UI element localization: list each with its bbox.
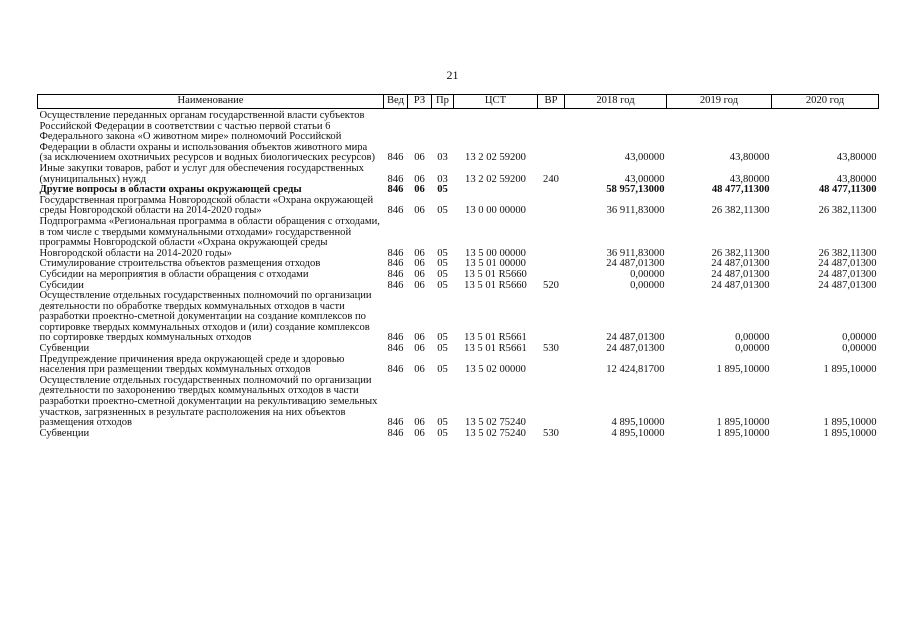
row-pr: 05 [437, 417, 448, 429]
row-pr: 03 [437, 173, 448, 185]
row-2020: 1 895,10000 [823, 364, 877, 376]
row-vr [538, 217, 565, 259]
row-pr: 05 [437, 332, 448, 344]
row-2020: 24 487,01300 [818, 258, 877, 270]
table-row [38, 376, 879, 429]
row-ved: 846 [387, 427, 404, 439]
row-rz: 06 [414, 268, 425, 280]
row-2020: 1 895,10000 [823, 427, 877, 439]
header-cst: ЦСТ [454, 95, 538, 109]
row-2020: 0,00000 [842, 332, 877, 344]
row-2018: 12 424,81700 [606, 364, 665, 376]
row-2019: 24 487,01300 [711, 279, 770, 291]
row-name: Осуществление переданных органам государственной власти субъектов Российской Федерации в соответствии с частью первой статьи 6 Федерального закона «О животном мире» полномочий Российской Федерации в области охраны и использования объектов животного мира (за исключением охотничьих ресурсов и водных биологических ресурсов) [39, 110, 376, 164]
row-vr [538, 270, 565, 281]
row-pr: 05 [437, 364, 448, 376]
row-cst: 13 5 02 75240 [465, 427, 526, 439]
row-2020: 26 382,11300 [818, 205, 877, 217]
row-ved: 846 [387, 205, 404, 217]
budget-table [37, 94, 879, 439]
row-ved: 846 [387, 268, 404, 280]
row-2019: 1 895,10000 [716, 427, 770, 439]
row-2019: 24 487,01300 [711, 268, 770, 280]
header-pr: Пр [432, 95, 454, 109]
row-name: Другие вопросы в области охраны окружающей среды [39, 184, 302, 196]
row-name: Стимулирование строительства объектов размещения отходов [39, 258, 321, 270]
row-pr: 03 [437, 152, 448, 164]
table-row [38, 111, 879, 164]
table-row [38, 355, 879, 376]
header-name: Наименование [38, 95, 384, 109]
row-name: Государственная программа Новгородской области «Охрана окружающей среды Новгородской области на 2014-2020 годы» [39, 194, 374, 217]
header-2020: 2020 год [772, 95, 879, 109]
row-2019: 1 895,10000 [716, 417, 770, 429]
row-rz: 06 [414, 184, 425, 196]
row-2018: 36 911,83000 [606, 205, 665, 217]
row-pr: 05 [437, 279, 448, 291]
row-vr: 520 [543, 279, 559, 291]
row-cst: 13 2 02 59200 [465, 152, 526, 164]
row-ved: 846 [387, 173, 404, 185]
table-row [38, 217, 879, 259]
row-2019: 26 382,11300 [711, 247, 770, 259]
row-ved: 846 [387, 152, 404, 164]
row-vr [538, 376, 565, 429]
row-pr: 05 [437, 184, 448, 196]
table-row [38, 291, 879, 344]
row-vr [538, 185, 565, 196]
row-rz: 06 [414, 173, 425, 185]
row-vr [538, 355, 565, 376]
row-2018: 0,00000 [630, 268, 665, 280]
row-cst: 13 5 02 00000 [465, 364, 526, 376]
table-row [38, 164, 879, 185]
row-pr: 05 [437, 247, 448, 259]
row-rz: 06 [414, 427, 425, 439]
row-2019: 43,80000 [729, 152, 770, 164]
row-vr [538, 111, 565, 164]
row-vr [538, 291, 565, 344]
page-number: 21 [446, 68, 459, 82]
row-rz: 06 [414, 279, 425, 291]
row-cst: 13 5 00 00000 [465, 247, 526, 259]
row-cst: 13 5 01 R5661 [464, 332, 527, 344]
row-rz: 06 [414, 364, 425, 376]
row-name: Предупреждение причинения вреда окружающей среде и здоровью населения при размещении твердых коммунальных отходов [39, 353, 345, 376]
row-rz: 06 [414, 205, 425, 217]
row-ved: 846 [387, 279, 404, 291]
row-cst: 13 0 00 00000 [465, 205, 526, 217]
row-2019: 0,00000 [735, 332, 770, 344]
header-vr: ВР [538, 95, 565, 109]
row-name: Субсидии на мероприятия в области обращения с отходами [39, 268, 309, 280]
header-ved: Вед [384, 95, 408, 109]
row-2019: 26 382,11300 [711, 205, 770, 217]
row-ved: 846 [387, 247, 404, 259]
row-rz: 06 [414, 247, 425, 259]
row-rz: 06 [414, 417, 425, 429]
row-2018: 58 957,13000 [606, 184, 665, 196]
row-cst: 13 5 01 R5660 [464, 268, 527, 280]
row-2020: 1 895,10000 [823, 417, 877, 429]
row-2020: 26 382,11300 [818, 247, 877, 259]
row-2020: 43,80000 [836, 173, 877, 185]
row-2018: 24 487,01300 [606, 332, 665, 344]
row-pr: 05 [437, 258, 448, 270]
row-name: Субвенции [39, 343, 90, 355]
row-vr: 530 [543, 427, 559, 439]
row-pr: 05 [437, 427, 448, 439]
row-2018: 24 487,01300 [606, 343, 665, 355]
header-2019: 2019 год [667, 95, 772, 109]
table-row [38, 429, 879, 440]
row-name: Подпрограмма «Региональная программа в области обращения с отходами, в том числе с твердыми коммунальными отходами» государственной программы Новгородской области «Охрана окружающей среды Новгородской области на 2014-2020 годы» [39, 215, 380, 259]
header-2018: 2018 год [565, 95, 667, 109]
table-row [38, 196, 879, 217]
row-vr: 240 [543, 173, 559, 185]
row-2019: 24 487,01300 [711, 258, 770, 270]
row-2019: 43,80000 [729, 173, 770, 185]
row-vr [538, 196, 565, 217]
row-ved: 846 [387, 364, 404, 376]
row-rz: 06 [414, 152, 425, 164]
table-header-row [38, 95, 879, 109]
row-rz: 06 [414, 332, 425, 344]
row-pr: 05 [437, 268, 448, 280]
row-2018: 4 895,10000 [611, 417, 665, 429]
row-pr: 05 [437, 343, 448, 355]
row-vr [538, 259, 565, 270]
row-cst: 13 5 01 R5660 [464, 279, 527, 291]
row-name: Иные закупки товаров, работ и услуг для обеспечения государственных (муниципальных) нужд [39, 162, 364, 185]
row-ved: 846 [387, 184, 404, 196]
row-cst: 13 2 02 59200 [465, 173, 526, 185]
row-2020: 24 487,01300 [818, 279, 877, 291]
row-name: Осуществление отдельных государственных полномочий по организации деятельности по захоронению твердых коммунальных отходов в части разработки проектно-сметной документации на рекультивацию земельных участков, загрязненных в результате расположения на них объектов размещения отходов [39, 374, 378, 429]
row-cst: 13 5 02 75240 [465, 417, 526, 429]
row-2020: 48 477,11300 [818, 184, 877, 196]
row-2018: 0,00000 [630, 279, 665, 291]
row-ved: 846 [387, 258, 404, 270]
table-row [38, 270, 879, 281]
header-rz: РЗ [408, 95, 432, 109]
row-vr: 530 [543, 343, 559, 355]
row-cst: 13 5 01 00000 [465, 258, 526, 270]
row-2019: 1 895,10000 [716, 364, 770, 376]
row-2020: 24 487,01300 [818, 268, 877, 280]
row-2018: 4 895,10000 [611, 427, 665, 439]
row-name: Субсидии [39, 279, 84, 291]
row-pr: 05 [437, 205, 448, 217]
row-2018: 24 487,01300 [606, 258, 665, 270]
row-ved: 846 [387, 332, 404, 344]
row-cst [454, 185, 538, 196]
row-2020: 0,00000 [842, 343, 877, 355]
row-2018: 43,00000 [624, 152, 665, 164]
row-rz: 06 [414, 258, 425, 270]
row-cst: 13 5 01 R5661 [464, 343, 527, 355]
row-2020: 43,80000 [836, 152, 877, 164]
row-2018: 43,00000 [624, 173, 665, 185]
row-name: Осуществление отдельных государственных полномочий по организации деятельности по обработке твердых коммунальных отходов в части разработки проектно-сметной документации на создание комплексов по сортировке твердых коммунальных отходов и (или) создание комплексов по сортировке твердых коммунальных отходов [39, 290, 372, 344]
row-rz: 06 [414, 343, 425, 355]
row-ved: 846 [387, 417, 404, 429]
row-name: Субвенции [39, 427, 90, 439]
row-2019: 48 477,11300 [711, 184, 770, 196]
row-2019: 0,00000 [735, 343, 770, 355]
row-2018: 36 911,83000 [606, 247, 665, 259]
row-ved: 846 [387, 343, 404, 355]
